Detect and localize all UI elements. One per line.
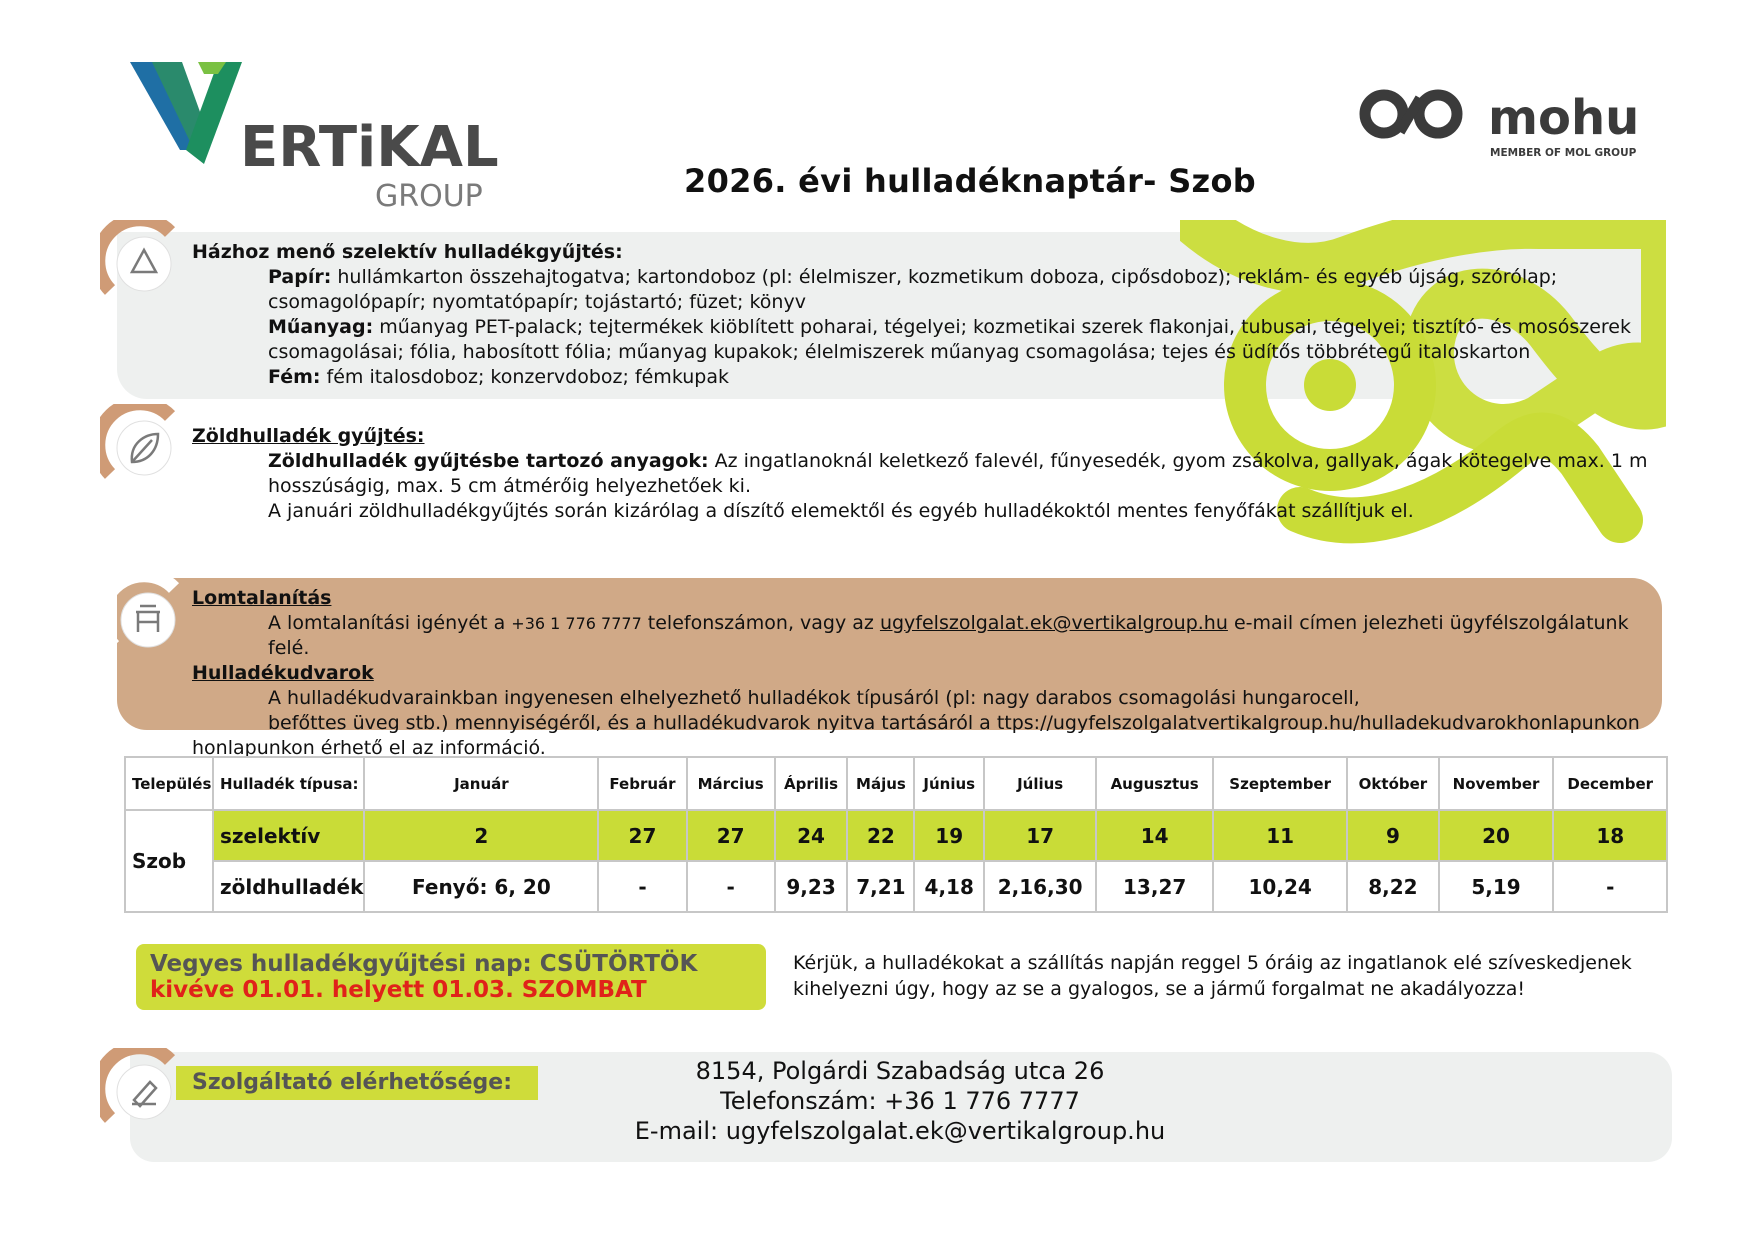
green-row	[125, 861, 1667, 912]
bulky-text-mid: telefonszámon, vagy az	[647, 612, 874, 634]
green-day: 13,27	[1096, 861, 1213, 912]
bulky-email-link[interactable]: ugyfelszolgalat.ek@vertikalgroup.hu	[879, 612, 1228, 634]
yards-text-2: befőttes üveg stb.) mennyiségéről, és a hulladékudvarok nyitva tartásáról a ttps://ugyfelszolgalatvertikalgroup.hu/hulladekudvarokhonlapunkon	[268, 712, 1640, 734]
month-header: Augusztus	[1096, 757, 1213, 810]
month-header: Június	[914, 757, 984, 810]
metal-text: fém italosdoboz; konzervdoboz; fémkupak	[326, 366, 729, 388]
selective-day: 20	[1439, 810, 1554, 861]
green-day: 10,24	[1213, 861, 1347, 912]
contact-address: 8154, Polgárdi Szabadság utca 26	[695, 1057, 1105, 1085]
mohu-subtext: MEMBER OF MOL GROUP	[1490, 147, 1637, 159]
green-day: 9,23	[775, 861, 848, 912]
green-text	[192, 424, 1652, 524]
bulky-phone: +36 1 776 7777	[511, 614, 642, 633]
bulky-text	[192, 586, 1662, 761]
logo-text: ERTiKAL	[240, 115, 499, 180]
green-day: Fenyő: 6, 20	[364, 861, 598, 912]
mixed-collection-day: Vegyes hulladékgyűjtési nap: CSÜTÖRTÖK	[150, 951, 698, 977]
green-day: 8,22	[1347, 861, 1438, 912]
contact-phone[interactable]: Telefonszám: +36 1 776 7777	[720, 1087, 1080, 1115]
mixed-collection-exception: kivéve 01.01. helyett 01.03. SZOMBAT	[150, 977, 647, 1003]
month-header: December	[1553, 757, 1667, 810]
metal-label: Fém:	[268, 366, 321, 388]
selective-day: 27	[598, 810, 686, 861]
selective-heading: Házhoz menő szelektív hulladékgyűjtés:	[192, 241, 623, 263]
yards-text-1: A hulladékudvarainkban ingyenesen elhelyezhető hulladékok típusáról (pl: nagy darabos csomagolási hungarocell,	[268, 687, 1360, 709]
green-day: -	[598, 861, 686, 912]
paper-text-2: csomagolópapír; nyomtatópapír; tojástartó; füzet; könyv	[268, 291, 806, 313]
selective-day: 18	[1553, 810, 1667, 861]
selective-day: 22	[847, 810, 914, 861]
green-day: -	[687, 861, 775, 912]
contact-details	[560, 1056, 1240, 1146]
selective-day: 2	[364, 810, 598, 861]
recycle-badge	[100, 220, 182, 302]
col-type: Hulladék típusa:	[213, 757, 364, 810]
month-header: Július	[984, 757, 1096, 810]
month-header: Március	[687, 757, 775, 810]
selective-day: 9	[1347, 810, 1438, 861]
contact-label: Szolgáltató elérhetősége:	[176, 1066, 538, 1100]
month-header: November	[1439, 757, 1554, 810]
green-day: 7,21	[847, 861, 914, 912]
selective-day: 17	[984, 810, 1096, 861]
plastic-text-2: csomagolásai; fólia, habosított fólia; műanyag kupakok; élelmiszerek műanyag csomagolása; tejes és üdítős többrétegű italoskarton	[268, 341, 1531, 363]
green-day: 2,16,30	[984, 861, 1096, 912]
selective-text	[192, 240, 1652, 390]
selective-day: 24	[775, 810, 848, 861]
paper-text: hullámkarton összehajtogatva; kartondoboz (pl: élelmiszer, kozmetikum doboza, cipősdoboz); reklám- és egyéb újság, szórólap;	[337, 266, 1558, 288]
green-text-3: A januári zöldhulladékgyűjtés során kizárólag a díszítő elemektől és egyéb hulladékoktól mentes fenyőfákat szállítjuk el.	[268, 500, 1414, 522]
page-title: 2026. évi hulladéknaptár- Szob	[684, 162, 1256, 200]
row-label-green: zöldhulladék	[213, 861, 364, 912]
green-day: -	[1553, 861, 1667, 912]
vertikal-group-logo	[130, 62, 510, 212]
yards-text-3: honlapunkon érhető el az információ.	[192, 737, 546, 759]
contact-email[interactable]: E-mail: ugyfelszolgalat.ek@vertikalgroup.hu	[634, 1117, 1166, 1145]
bulky-text-after: e-mail címen jelezheti ügyfélszolgálatunk felé.	[268, 612, 1629, 659]
paper-label: Papír:	[268, 266, 332, 288]
bulky-heading: Lomtalanítás	[192, 587, 332, 609]
contact-badge	[100, 1048, 182, 1130]
month-header: Május	[847, 757, 914, 810]
month-header: Február	[598, 757, 686, 810]
bulky-text-before: A lomtalanítási igényét a	[268, 612, 506, 634]
col-settlement: Település	[125, 757, 213, 810]
green-label: Zöldhulladék gyűjtésbe tartozó anyagok:	[268, 450, 709, 472]
furniture-badge	[104, 576, 186, 658]
selective-day: 27	[687, 810, 775, 861]
month-header: Január	[364, 757, 598, 810]
green-heading: Zöldhulladék gyűjtés:	[192, 425, 425, 447]
green-text-2: hosszúságig, max. 5 cm átmérőig helyezhetőek ki.	[268, 475, 751, 497]
green-text-1: Az ingatlanoknál keletkező falevél, fűnyesedék, gyom zsákolva, gallyak, ágak kötegelve max. 1 m	[714, 450, 1648, 472]
row-label-selective: szelektív	[213, 810, 364, 861]
mohu-text: mohu	[1488, 90, 1640, 146]
leaf-badge	[100, 404, 182, 486]
plastic-label: Műanyag:	[268, 316, 374, 338]
placement-note: Kérjük, a hulladékokat a szállítás napján reggel 5 óráig az ingatlanok elé szíveskedjenek kihelyezni úgy, hogy az se a gyalogos, se a jármű forgalmat ne akadályozza!	[793, 952, 1632, 1000]
green-day: 4,18	[914, 861, 984, 912]
month-header: Október	[1347, 757, 1438, 810]
selective-row	[125, 810, 1667, 861]
mohu-logo	[1358, 82, 1658, 162]
mixed-collection-box	[136, 944, 766, 1010]
collection-calendar-table	[124, 756, 1668, 913]
plastic-text: műanyag PET-palack; tejtermékek kiöblített poharai, tégelyei; kozmetikai szerek flakonjai, tubusai, tégelyei; tisztító- és mosószerek	[379, 316, 1631, 338]
month-header: Szeptember	[1213, 757, 1347, 810]
selective-day: 11	[1213, 810, 1347, 861]
selective-day: 14	[1096, 810, 1213, 861]
table-header-row	[125, 757, 1667, 810]
yards-heading: Hulladékudvarok	[192, 662, 374, 684]
settlement-cell: Szob	[125, 810, 213, 912]
selective-day: 19	[914, 810, 984, 861]
logo-subtext: GROUP	[375, 179, 483, 212]
green-day: 5,19	[1439, 861, 1554, 912]
month-header: Április	[775, 757, 848, 810]
